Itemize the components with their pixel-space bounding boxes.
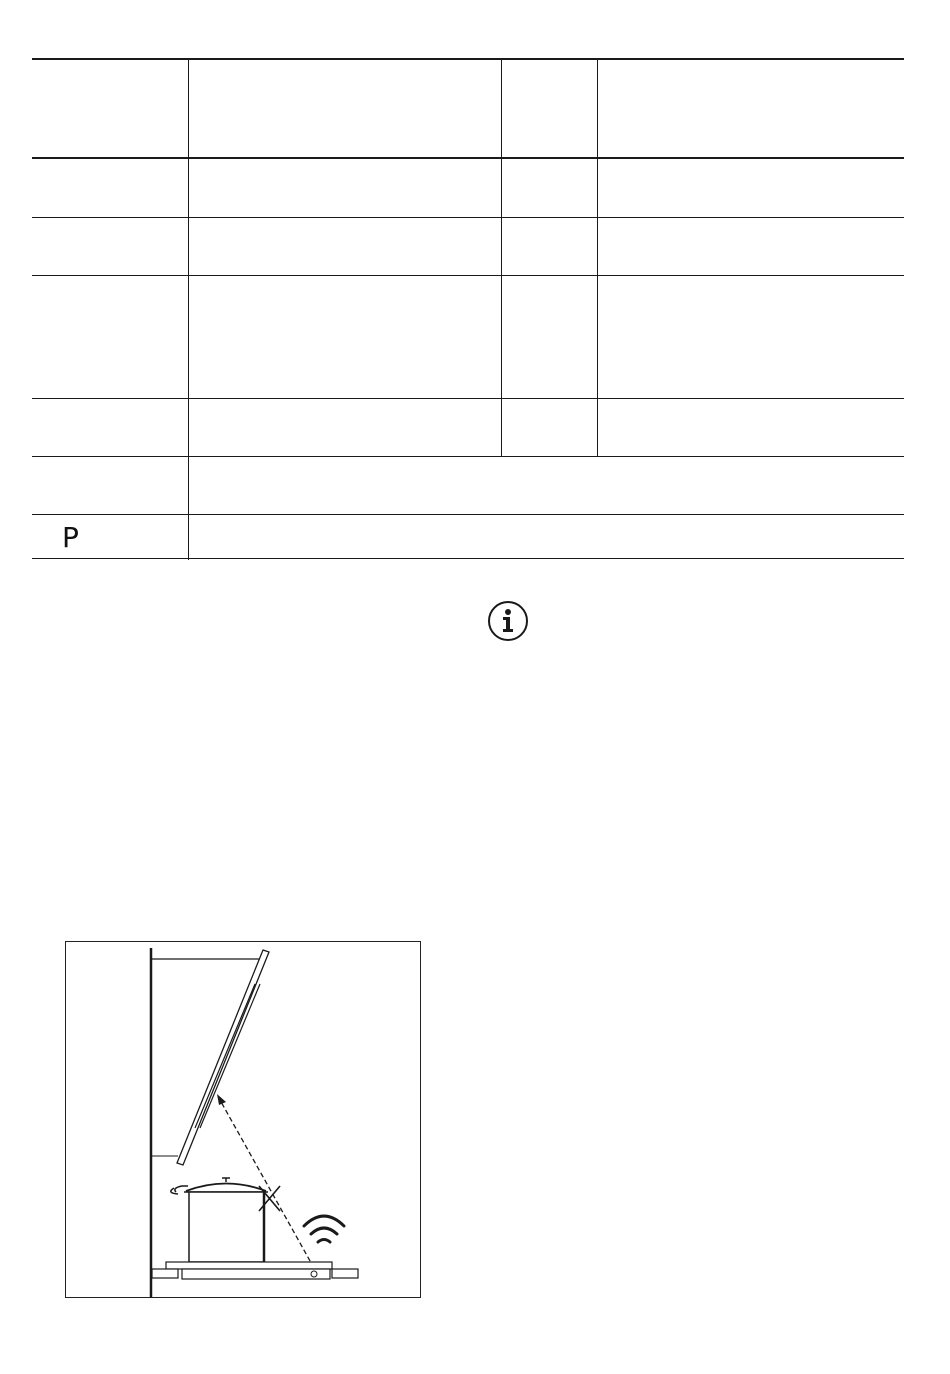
table-row-rule	[32, 275, 904, 276]
info-icon	[487, 600, 529, 642]
function-table	[32, 58, 904, 560]
table-row-rule	[32, 217, 904, 218]
table-top-rule	[32, 58, 904, 60]
hood-panel	[177, 950, 269, 1165]
wifi-signal-icon	[304, 1216, 344, 1242]
hood-hob-illustration	[65, 941, 421, 1298]
pot-with-lid	[171, 1178, 268, 1262]
hob	[152, 1262, 358, 1279]
table-col-rule	[188, 58, 189, 560]
table-bottom-rule	[32, 558, 904, 559]
table-row-rule	[32, 456, 904, 457]
p-symbol: P	[62, 521, 79, 554]
table-col-rule	[501, 58, 502, 456]
table-row-rule	[32, 398, 904, 399]
table-row-rule	[32, 514, 904, 515]
table-header-rule	[32, 157, 904, 159]
table-col-rule	[597, 58, 598, 456]
